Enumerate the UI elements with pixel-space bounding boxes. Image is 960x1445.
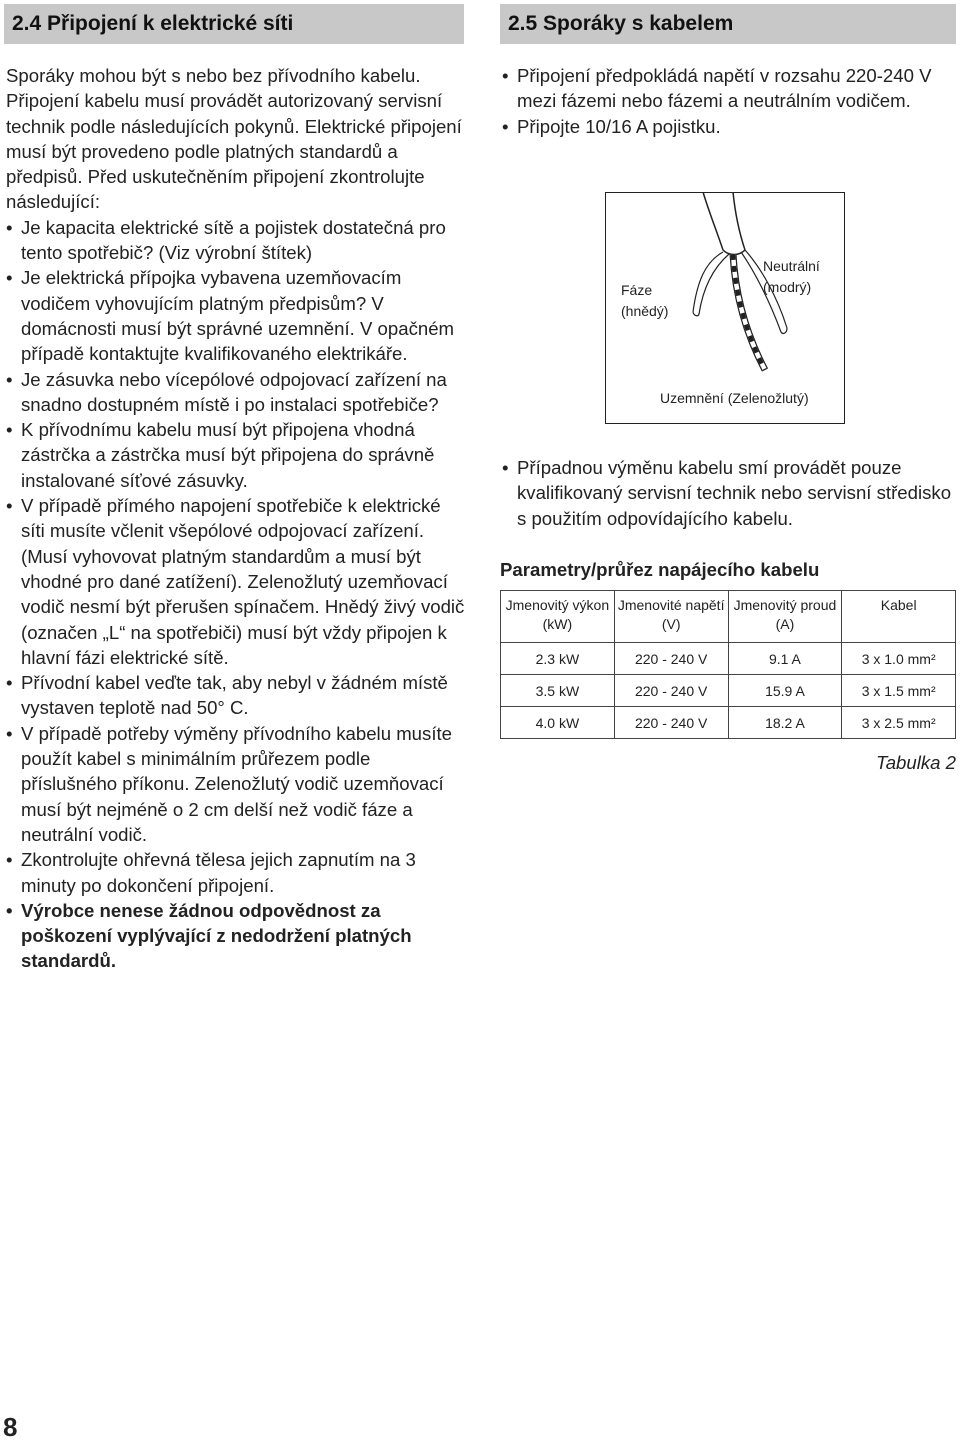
table-row	[501, 643, 956, 675]
intro-paragraph: Sporáky mohou být s nebo bez přívodního kabelu. Připojení kabelu musí provádět autorizovaný servisní technik podle následujících pokynů. Elektrické připojení musí být provedeno podle platných standardů a předpisů. Před uskutečněním připojení zkontrolujte následující:	[6, 65, 462, 213]
table-header-cell: Jmenovitý proud (A)	[728, 591, 842, 643]
table-header-cell: Jmenovitý výkon (kW)	[501, 591, 615, 643]
table-cell: 3 x 1.0 mm²	[842, 643, 956, 675]
list-item: • Případnou výměnu kabelu smí provádět pouze kvalifikovaný servisní technik nebo servisní středisko s použitím odpovídajícího kabelu.	[502, 455, 958, 531]
list-item: • Přívodní kabel veďte tak, aby nebyl v žádném místě vystaven teplotě nad 50° C.	[6, 670, 466, 721]
table-cell: 3 x 1.5 mm²	[842, 675, 956, 707]
table-title: Parametry/průřez napájecího kabelu	[500, 559, 820, 580]
replacement-list	[502, 455, 958, 531]
checklist	[6, 215, 466, 974]
table-cell: 18.2 A	[728, 707, 842, 739]
list-item: • K přívodnímu kabelu musí být připojena vhodná zástrčka a zástrčka musí být připojena do správně instalované síťové zásuvky.	[6, 417, 466, 493]
list-item: • Připojení předpokládá napětí v rozsahu 220-240 V mezi fázemi nebo fázemi a neutrálním vodičem.	[502, 63, 958, 114]
list-item: • V případě potřeby výměny přívodního kabelu musíte použít kabel s minimálním průřezem podle příslušného příkonu. Zelenožlutý vodič uzemňovací musí být nejméně o 2 cm delší než vodič fáze a neutrální vodič.	[6, 721, 466, 847]
table-cell: 220 - 240 V	[614, 643, 728, 675]
list-item: • Zkontrolujte ohřevná tělesa jejich zapnutím na 3 minuty po dokončení připojení.	[6, 847, 466, 898]
table-header-cell: Kabel	[842, 591, 956, 643]
table-cell: 220 - 240 V	[614, 707, 728, 739]
list-item: • Je zásuvka nebo vícepólové odpojovací zařízení na snadno dostupném místě i po instalaci spotřebiče?	[6, 367, 466, 418]
section-heading-cooker-with-cable: 2.5 Sporáky s kabelem	[500, 4, 956, 44]
table-cell: 9.1 A	[728, 643, 842, 675]
table-cell: 220 - 240 V	[614, 675, 728, 707]
table-cell: 2.3 kW	[501, 643, 615, 675]
ground-label: Uzemnění (Zelenožlutý)	[660, 390, 809, 406]
right-body	[502, 63, 958, 139]
list-item: • Je elektrická přípojka vybavena uzemňovacím vodičem vyhovujícím platným předpisům? V domácnosti musí být správné uzemnění. V opačném případě kontaktujte kvalifikovaného elektrikáře.	[6, 265, 466, 366]
phase-label: Fáze (hnědý)	[621, 282, 669, 319]
cable-wiring-diagram	[605, 192, 845, 424]
table-row	[501, 675, 956, 707]
liability-notice: • Výrobce nenese žádnou odpovědnost za poškození vyplývající z nedodržení platných standardů.	[6, 898, 466, 974]
neutral-label: Neutrální (modrý)	[763, 258, 820, 295]
page-number: 8	[3, 1412, 18, 1442]
list-item: • V případě přímého napojení spotřebiče k elektrické síti musíte včlenit všepólové odpojovací zařízení. (Musí vyhovovat platným standardům a musí být vhodné pro dané zatížení). Zelenožlutý uzemňovací vodič nesmí být přerušen spínačem. Hnědý živý vodič (označen „L“ na spotřebiči) musí být vždy připojen k hlavní fázi elektrické sítě.	[6, 493, 466, 670]
table-row	[501, 707, 956, 739]
table-cell: 3.5 kW	[501, 675, 615, 707]
table-header-cell: Jmenovité napětí (V)	[614, 591, 728, 643]
table-caption: Tabulka 2	[876, 752, 956, 773]
section-heading-electrical-connection: 2.4 Připojení k elektrické síti	[4, 4, 464, 44]
left-body	[6, 63, 466, 974]
table-header-row	[501, 591, 956, 643]
replacement-note	[502, 455, 958, 531]
cable-parameters-table	[500, 590, 956, 739]
table-cell: 15.9 A	[728, 675, 842, 707]
list-item: • Je kapacita elektrické sítě a pojistek dostatečná pro tento spotřebič? (Viz výrobní štítek)	[6, 215, 466, 266]
list-item: • Připojte 10/16 A pojistku.	[502, 114, 958, 139]
table-cell: 4.0 kW	[501, 707, 615, 739]
table-cell: 3 x 2.5 mm²	[842, 707, 956, 739]
requirements-list	[502, 63, 958, 139]
